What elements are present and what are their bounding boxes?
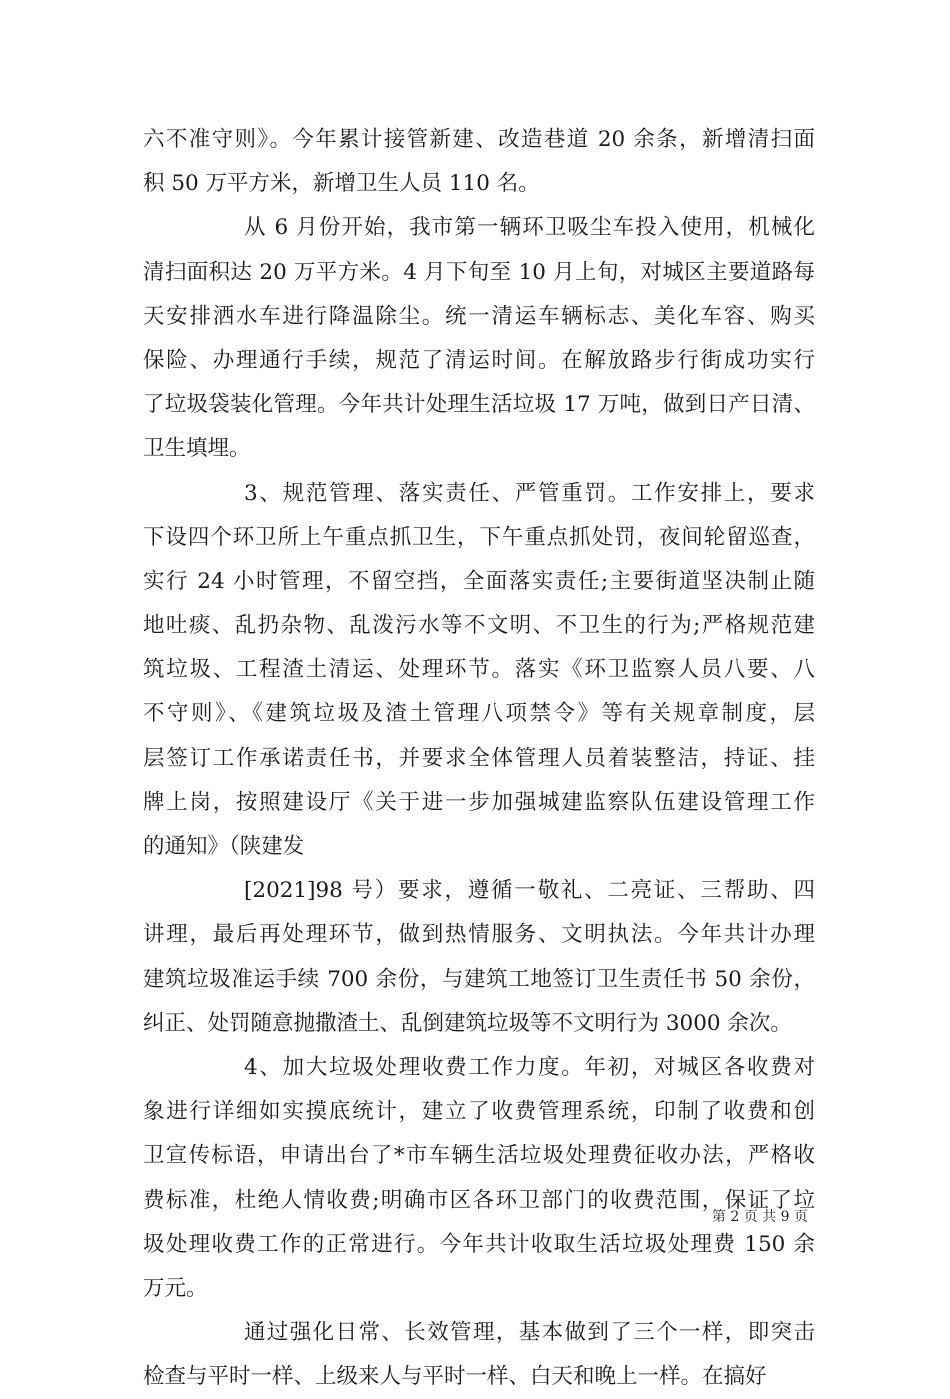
page-number: 第 2 页 共 9 页 (711, 1209, 808, 1225)
paragraph (143, 472, 815, 870)
text-line: 万元。 (143, 1275, 208, 1301)
text-line: 3、规范管理、落实责任、严管重罚。工作安排上，要求 (244, 480, 815, 506)
text-line: 下设四个环卫所上午重点抓卫生，下午重点抓处罚，夜间轮留巡查， (143, 524, 815, 550)
text-line: 牌上岗，按照建设厅《关于进一步加强城建监察队伍建设管理工作 (143, 789, 815, 815)
paragraph (143, 118, 815, 206)
text-line: 保险、办理通行手续，规范了清运时间。在解放路步行街成功实行 (143, 347, 815, 373)
text-line: 讲理，最后再处理环节，做到热情服务、文明执法。今年共计办理 (143, 922, 815, 948)
text-line: 清扫面积达 20 万平方米。4 月下旬至 10 月上旬，对城区主要道路每 (143, 259, 815, 285)
text-line: 圾处理收费工作的正常进行。今年共计收取生活垃圾处理费 150 余 (143, 1231, 815, 1257)
paragraph (143, 206, 815, 471)
text-line: 通过强化日常、长效管理，基本做到了三个一样，即突击 (244, 1320, 815, 1346)
text-line: 筑垃圾、工程渣土清运、处理环节。落实《环卫监察人员八要、八 (143, 657, 815, 683)
text-line: 从 6 月份开始，我市第一辆环卫吸尘车投入使用，机械化 (244, 215, 815, 241)
text-line: 了垃圾袋装化管理。今年共计处理生活垃圾 17 万吨，做到日产日清、 (143, 392, 815, 418)
text-line: 六不准守则》。今年累计接管新建、改造巷道 20 余条，新增清扫面 (143, 127, 815, 152)
paragraph (143, 1311, 815, 1399)
text-line: 纠正、处罚随意抛撒渣土、乱倒建筑垃圾等不文明行为 3000 余次。 (143, 1010, 792, 1036)
text-line: 卫宣传标语，申请出台了*市车辆生活垃圾处理费征收办法，严格收 (143, 1143, 815, 1169)
text-line: 积 50 万平方米，新增卫生人员 110 名。 (143, 171, 540, 197)
paragraph (143, 1046, 815, 1311)
text-line: 检查与平时一样、上级来人与平时一样、白天和晚上一样。在搞好 (143, 1364, 767, 1390)
text-line: 卫生填埋。 (143, 436, 251, 462)
text-line: 实行 24 小时管理，不留空挡，全面落实责任;主要街道坚决制止随 (143, 568, 815, 594)
text-line: 费标准，杜绝人情收费;明确市区各环卫部门的收费范围，保证了垃 (143, 1187, 815, 1213)
text-line: 地吐痰、乱扔杂物、乱泼污水等不文明、不卫生的行为;严格规范建 (143, 613, 815, 639)
text-line: [2021]98 号）要求，遵循一敬礼、二亮证、三帮助、四 (244, 878, 815, 904)
text-line: 4、加大垃圾处理收费工作力度。年初，对城区各收费对 (244, 1054, 815, 1080)
paragraph (143, 869, 815, 1046)
document-body (143, 118, 815, 1399)
text-line: 建筑垃圾准运手续 700 余份，与建筑工地签订卫生责任书 50 余份， (143, 966, 815, 992)
text-line: 天安排洒水车进行降温除尘。统一清运车辆标志、美化车容、购买 (143, 303, 815, 329)
text-line: 的通知》（陕建发 (143, 834, 305, 859)
text-line: 不守则》、《建筑垃圾及渣土管理八项禁令》等有关规章制度，层 (143, 701, 815, 727)
text-line: 象进行详细如实摸底统计，建立了收费管理系统，印制了收费和创 (143, 1099, 815, 1125)
text-line: 层签订工作承诺责任书，并要求全体管理人员着装整洁，持证、挂 (143, 745, 815, 771)
